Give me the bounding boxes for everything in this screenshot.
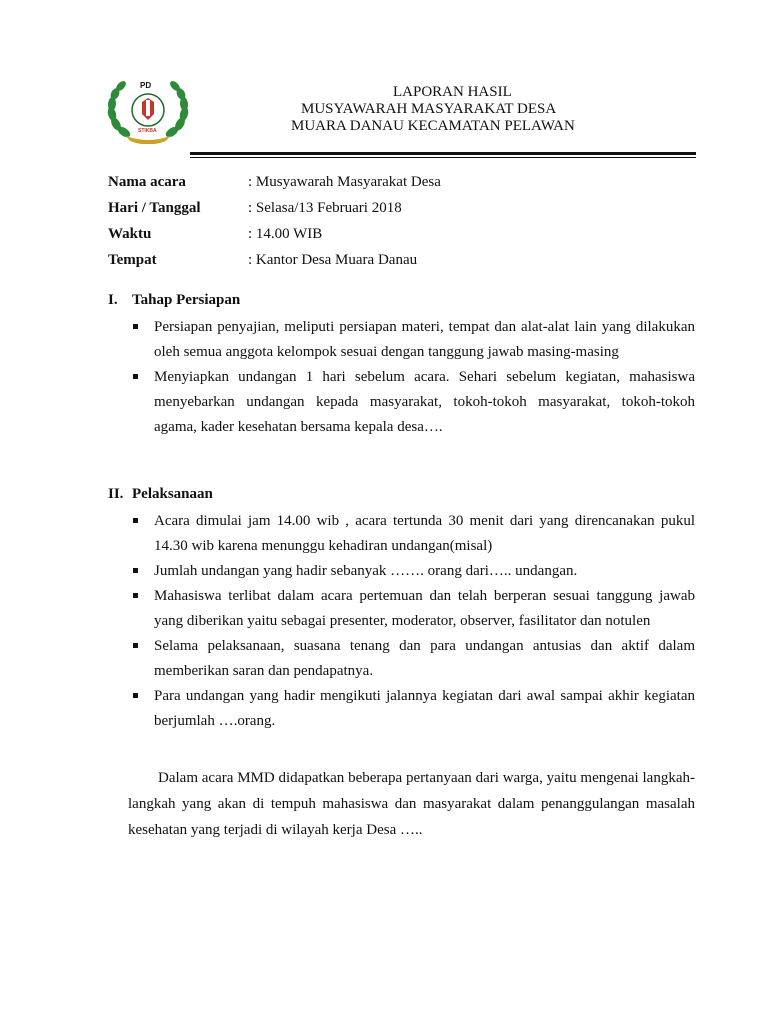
info-value: : Selasa/13 Februari 2018 xyxy=(248,200,402,216)
info-label: Hari / Tanggal xyxy=(108,200,201,216)
title-line-2: MUSYAWARAH MASYARAKAT DESA xyxy=(301,101,557,117)
info-label: Nama acara xyxy=(108,174,186,190)
title-line-1: LAPORAN HASIL xyxy=(393,84,512,100)
section-number: I. xyxy=(108,292,118,308)
square-bullet-icon xyxy=(133,374,138,379)
list-item-text: Selama pelaksanaan, suasana tenang dan para undangan antusias dan aktif dalam memberikan saran dan pendapatnya. xyxy=(154,638,695,679)
info-row-date xyxy=(108,200,708,226)
list-item-text: Jumlah undangan yang hadir sebanyak ……. orang dari….. undangan. xyxy=(154,563,578,579)
list-item-text: Para undangan yang hadir mengikuti jalannya kegiatan dari awal sampai akhir kegiatan berjumlah ….orang. xyxy=(154,688,695,729)
closing-paragraph: Dalam acara MMD didapatkan beberapa pertanyaan dari warga, yaitu mengenai langkah-langkah yang akan di tempuh mahasiswa dan masyarakat dalam penanggulangan masalah kesehatan yang terjadi di wilayah kerja Desa ….. xyxy=(128,770,695,838)
square-bullet-icon xyxy=(133,568,138,573)
square-bullet-icon xyxy=(133,693,138,698)
svg-text:STIKBA: STIKBA xyxy=(138,128,157,134)
list-item-text: Acara dimulai jam 14.00 wib , acara tertunda 30 menit dari yang direncanakan pukul 14.30 wib karena menunggu kehadiran undangan(misal) xyxy=(154,513,695,554)
square-bullet-icon xyxy=(133,593,138,598)
list-item-text: Persiapan penyajian, meliputi persiapan materi, tempat dan alat-alat lain yang dilakukan oleh semua anggota kelompok sesuai dengan tanggung jawab masing-masing xyxy=(154,319,695,360)
square-bullet-icon xyxy=(133,643,138,648)
implementation-list xyxy=(130,509,695,734)
section-title: Tahap Persiapan xyxy=(132,292,241,308)
header-divider-thick xyxy=(190,152,696,155)
list-item xyxy=(130,315,695,365)
svg-text:PD: PD xyxy=(140,81,152,90)
title-line-3: MUARA DANAU KECAMATAN PELAWAN xyxy=(291,118,575,134)
square-bullet-icon xyxy=(133,518,138,523)
list-item-text: Menyiapkan undangan 1 hari sebelum acara. Sehari sebelum kegiatan, mahasiswa menyebarkan undangan kepada masyarakat, tokoh-tokoh masyarakat, tokoh-tokoh agama, kader kesehatan bersama kepala desa…. xyxy=(154,369,695,435)
list-item xyxy=(130,365,695,440)
info-value: : Kantor Desa Muara Danau xyxy=(248,252,418,268)
event-info-table xyxy=(108,174,708,278)
info-row-place xyxy=(108,252,708,278)
list-item xyxy=(130,584,695,634)
section-heading-preparation xyxy=(108,292,240,309)
section-title: Pelaksanaan xyxy=(132,486,213,502)
header-divider-thin xyxy=(190,157,696,158)
square-bullet-icon xyxy=(133,324,138,329)
list-item xyxy=(130,684,695,734)
section-heading-implementation xyxy=(108,486,213,503)
list-item xyxy=(130,634,695,684)
info-row-event-name xyxy=(108,174,708,200)
preparation-list xyxy=(130,315,695,440)
list-item xyxy=(130,559,695,584)
list-item-text: Mahasiswa terlibat dalam acara pertemuan dan telah berperan sesuai tanggung jawab yang diberikan yaitu sebagai presenter, moderator, observer, fasilitator dan notulen xyxy=(154,588,695,629)
section-number: II. xyxy=(108,486,124,502)
info-label: Tempat xyxy=(108,252,157,268)
pd-stikba-logo-icon xyxy=(106,74,190,144)
info-label: Waktu xyxy=(108,226,152,242)
info-value: : Musyawarah Masyarakat Desa xyxy=(248,174,441,190)
list-item xyxy=(130,509,695,559)
info-value: : 14.00 WIB xyxy=(248,226,323,242)
info-row-time xyxy=(108,226,708,252)
